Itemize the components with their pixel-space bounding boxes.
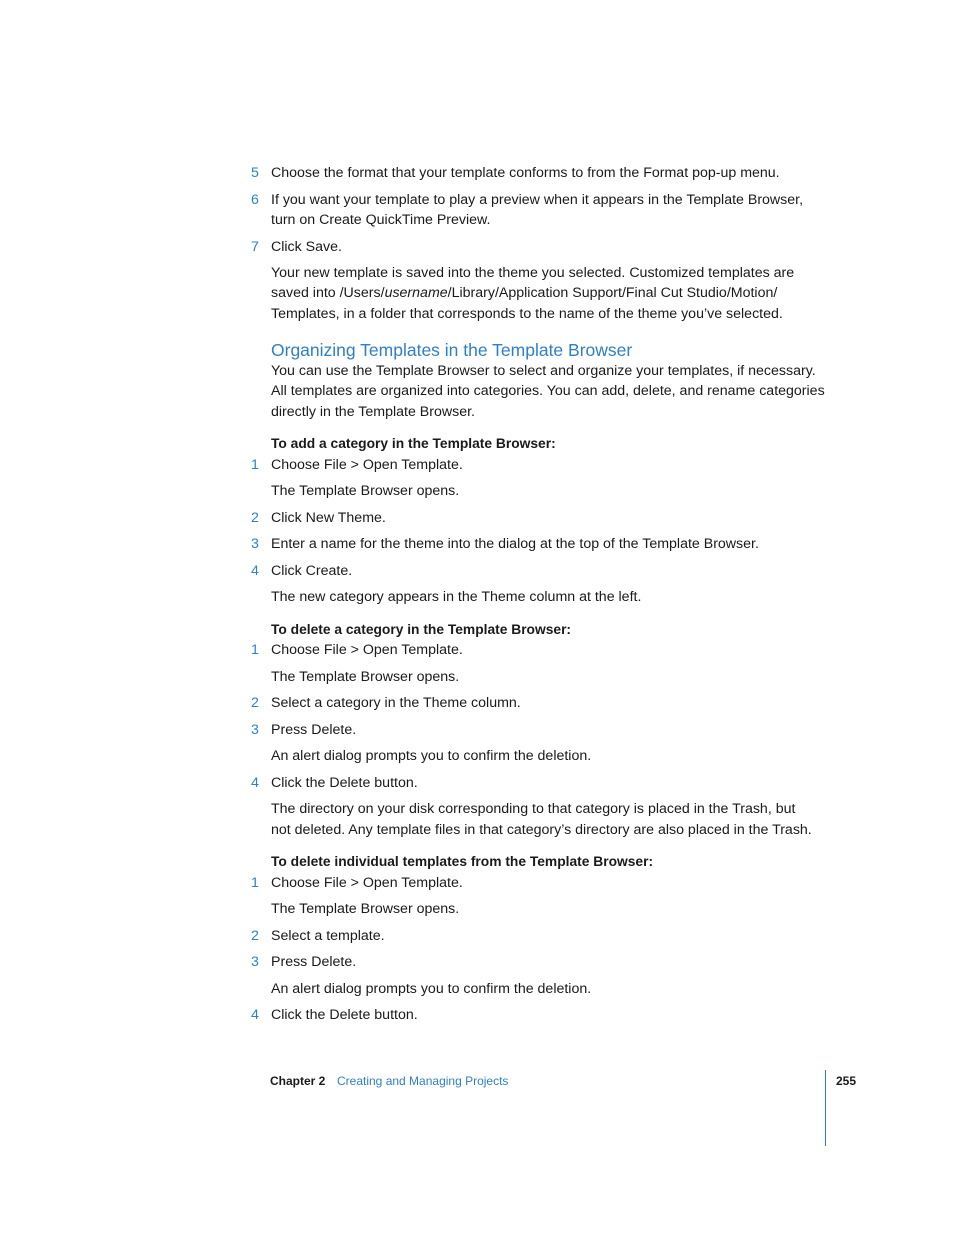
step-text: Click Create. — [271, 563, 353, 579]
step-note: The Template Browser opens. — [271, 901, 460, 917]
step-text: Press Delete. — [271, 722, 357, 738]
step-text: Press Delete. — [271, 954, 357, 970]
step-note: The Template Browser opens. — [271, 483, 460, 499]
step-note: The directory on your disk corresponding to that category is placed in the Trash, but — [271, 801, 796, 817]
step-text: Select a category in the Theme column. — [271, 695, 521, 711]
section-intro: You can use the Template Browser to select and organize your templates, if necessary. — [271, 363, 816, 379]
step-number: 6 — [251, 192, 259, 208]
step-number: 3 — [251, 536, 259, 552]
save-note-path: saved into /Users/username/Library/Application Support/Final Cut Studio/Motion/ — [271, 285, 778, 301]
save-note: Your new template is saved into the theme you selected. Customized templates are — [271, 265, 795, 281]
step-note: An alert dialog prompts you to confirm the deletion. — [271, 748, 592, 764]
section-intro: All templates are organized into categories. You can add, delete, and rename categories — [271, 383, 825, 399]
footer-divider — [825, 1070, 826, 1146]
procedure-title: To delete individual templates from the Template Browser: — [271, 854, 654, 869]
step-text: Choose the format that your template conforms to from the Format pop-up menu. — [271, 165, 780, 181]
footer-chapter-title: Creating and Managing Projects — [337, 1074, 509, 1088]
procedure-title: To delete a category in the Template Browser: — [271, 622, 572, 637]
step-text: Enter a name for the theme into the dialog at the top of the Template Browser. — [271, 536, 759, 552]
step-text: If you want your template to play a preview when it appears in the Template Browser, — [271, 192, 804, 208]
step-number: 2 — [251, 695, 259, 711]
step-note: The Template Browser opens. — [271, 669, 460, 685]
step-number: 4 — [251, 775, 259, 791]
footer-chapter: Chapter 2 — [270, 1074, 326, 1088]
step-text: Select a template. — [271, 928, 385, 944]
save-note: Templates, in a folder that corresponds to the name of the theme you’ve selected. — [271, 306, 783, 322]
step-text: Choose File > Open Template. — [271, 457, 463, 473]
step-note: not deleted. Any template files in that category’s directory are also placed in the Trash. — [271, 822, 812, 838]
step-text: Click New Theme. — [271, 510, 386, 526]
section-intro: directly in the Template Browser. — [271, 404, 475, 420]
step-number: 5 — [251, 165, 259, 181]
step-number: 1 — [251, 875, 259, 891]
step-number: 1 — [251, 642, 259, 658]
step-text: Click Save. — [271, 239, 342, 255]
page-number: 255 — [836, 1074, 857, 1088]
step-text: turn on Create QuickTime Preview. — [271, 212, 491, 228]
step-text: Choose File > Open Template. — [271, 642, 463, 658]
procedure-title: To add a category in the Template Browser: — [271, 436, 556, 451]
step-number: 7 — [251, 239, 259, 255]
step-note: The new category appears in the Theme column at the left. — [271, 589, 642, 605]
step-number: 3 — [251, 954, 259, 970]
step-text: Click the Delete button. — [271, 1007, 418, 1023]
step-number: 4 — [251, 1007, 259, 1023]
step-text: Choose File > Open Template. — [271, 875, 463, 891]
step-number: 4 — [251, 563, 259, 579]
step-number: 2 — [251, 928, 259, 944]
step-text: Click the Delete button. — [271, 775, 418, 791]
step-note: An alert dialog prompts you to confirm the deletion. — [271, 981, 592, 997]
step-number: 1 — [251, 457, 259, 473]
step-number: 3 — [251, 722, 259, 738]
step-number: 2 — [251, 510, 259, 526]
section-heading: Organizing Templates in the Template Browser — [271, 340, 633, 360]
